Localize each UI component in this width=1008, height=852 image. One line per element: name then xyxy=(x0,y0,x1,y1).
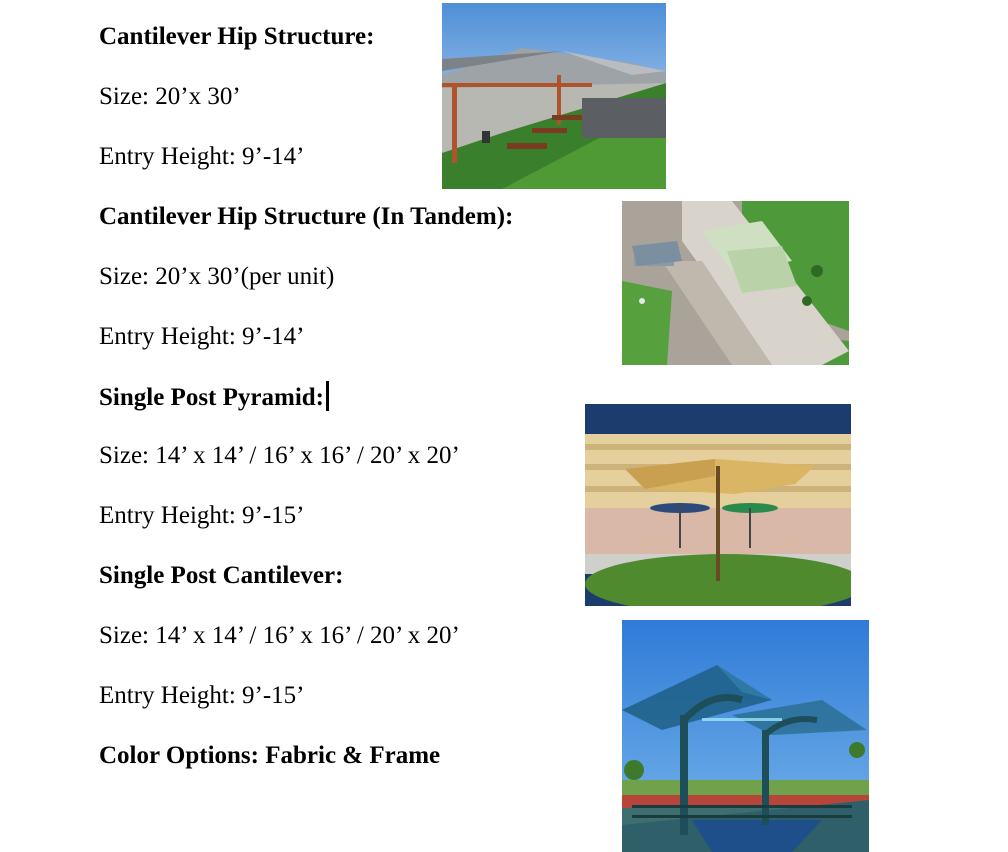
size-cantilever-hip: Size: 20’x 30’ xyxy=(99,83,241,110)
size-cantilever-tandem: Size: 20’x 30’(per unit) xyxy=(99,263,335,290)
photo-single-post-pyramid-icon xyxy=(585,404,851,606)
photo-cantilever-hip-icon xyxy=(442,3,666,189)
entry-height-single-post-cantilever: Entry Height: 9’-15’ xyxy=(99,682,305,709)
heading-single-post-pyramid xyxy=(99,381,329,413)
entry-height-single-post-pyramid: Entry Height: 9’-15’ xyxy=(99,502,305,529)
heading-single-post-cantilever: Single Post Cantilever: xyxy=(99,562,344,589)
photo-single-post-cantilever-icon xyxy=(622,620,869,852)
entry-height-cantilever-tandem: Entry Height: 9’-14’ xyxy=(99,323,305,350)
heading-cantilever-tandem: Cantilever Hip Structure (In Tandem): xyxy=(99,203,514,230)
entry-height-cantilever-hip: Entry Height: 9’-14’ xyxy=(99,143,305,170)
size-single-post-cantilever: Size: 14’ x 14’ / 16’ x 16’ / 20’ x 20’ xyxy=(99,622,460,649)
heading-cantilever-hip: Cantilever Hip Structure: xyxy=(99,23,375,50)
photo-cantilever-tandem-icon xyxy=(622,201,849,365)
heading-single-post-pyramid-text: Single Post Pyramid: xyxy=(99,384,324,411)
color-options: Color Options: Fabric & Frame xyxy=(99,742,441,769)
size-single-post-pyramid: Size: 14’ x 14’ / 16’ x 16’ / 20’ x 20’ xyxy=(99,442,460,469)
text-cursor xyxy=(326,381,329,411)
